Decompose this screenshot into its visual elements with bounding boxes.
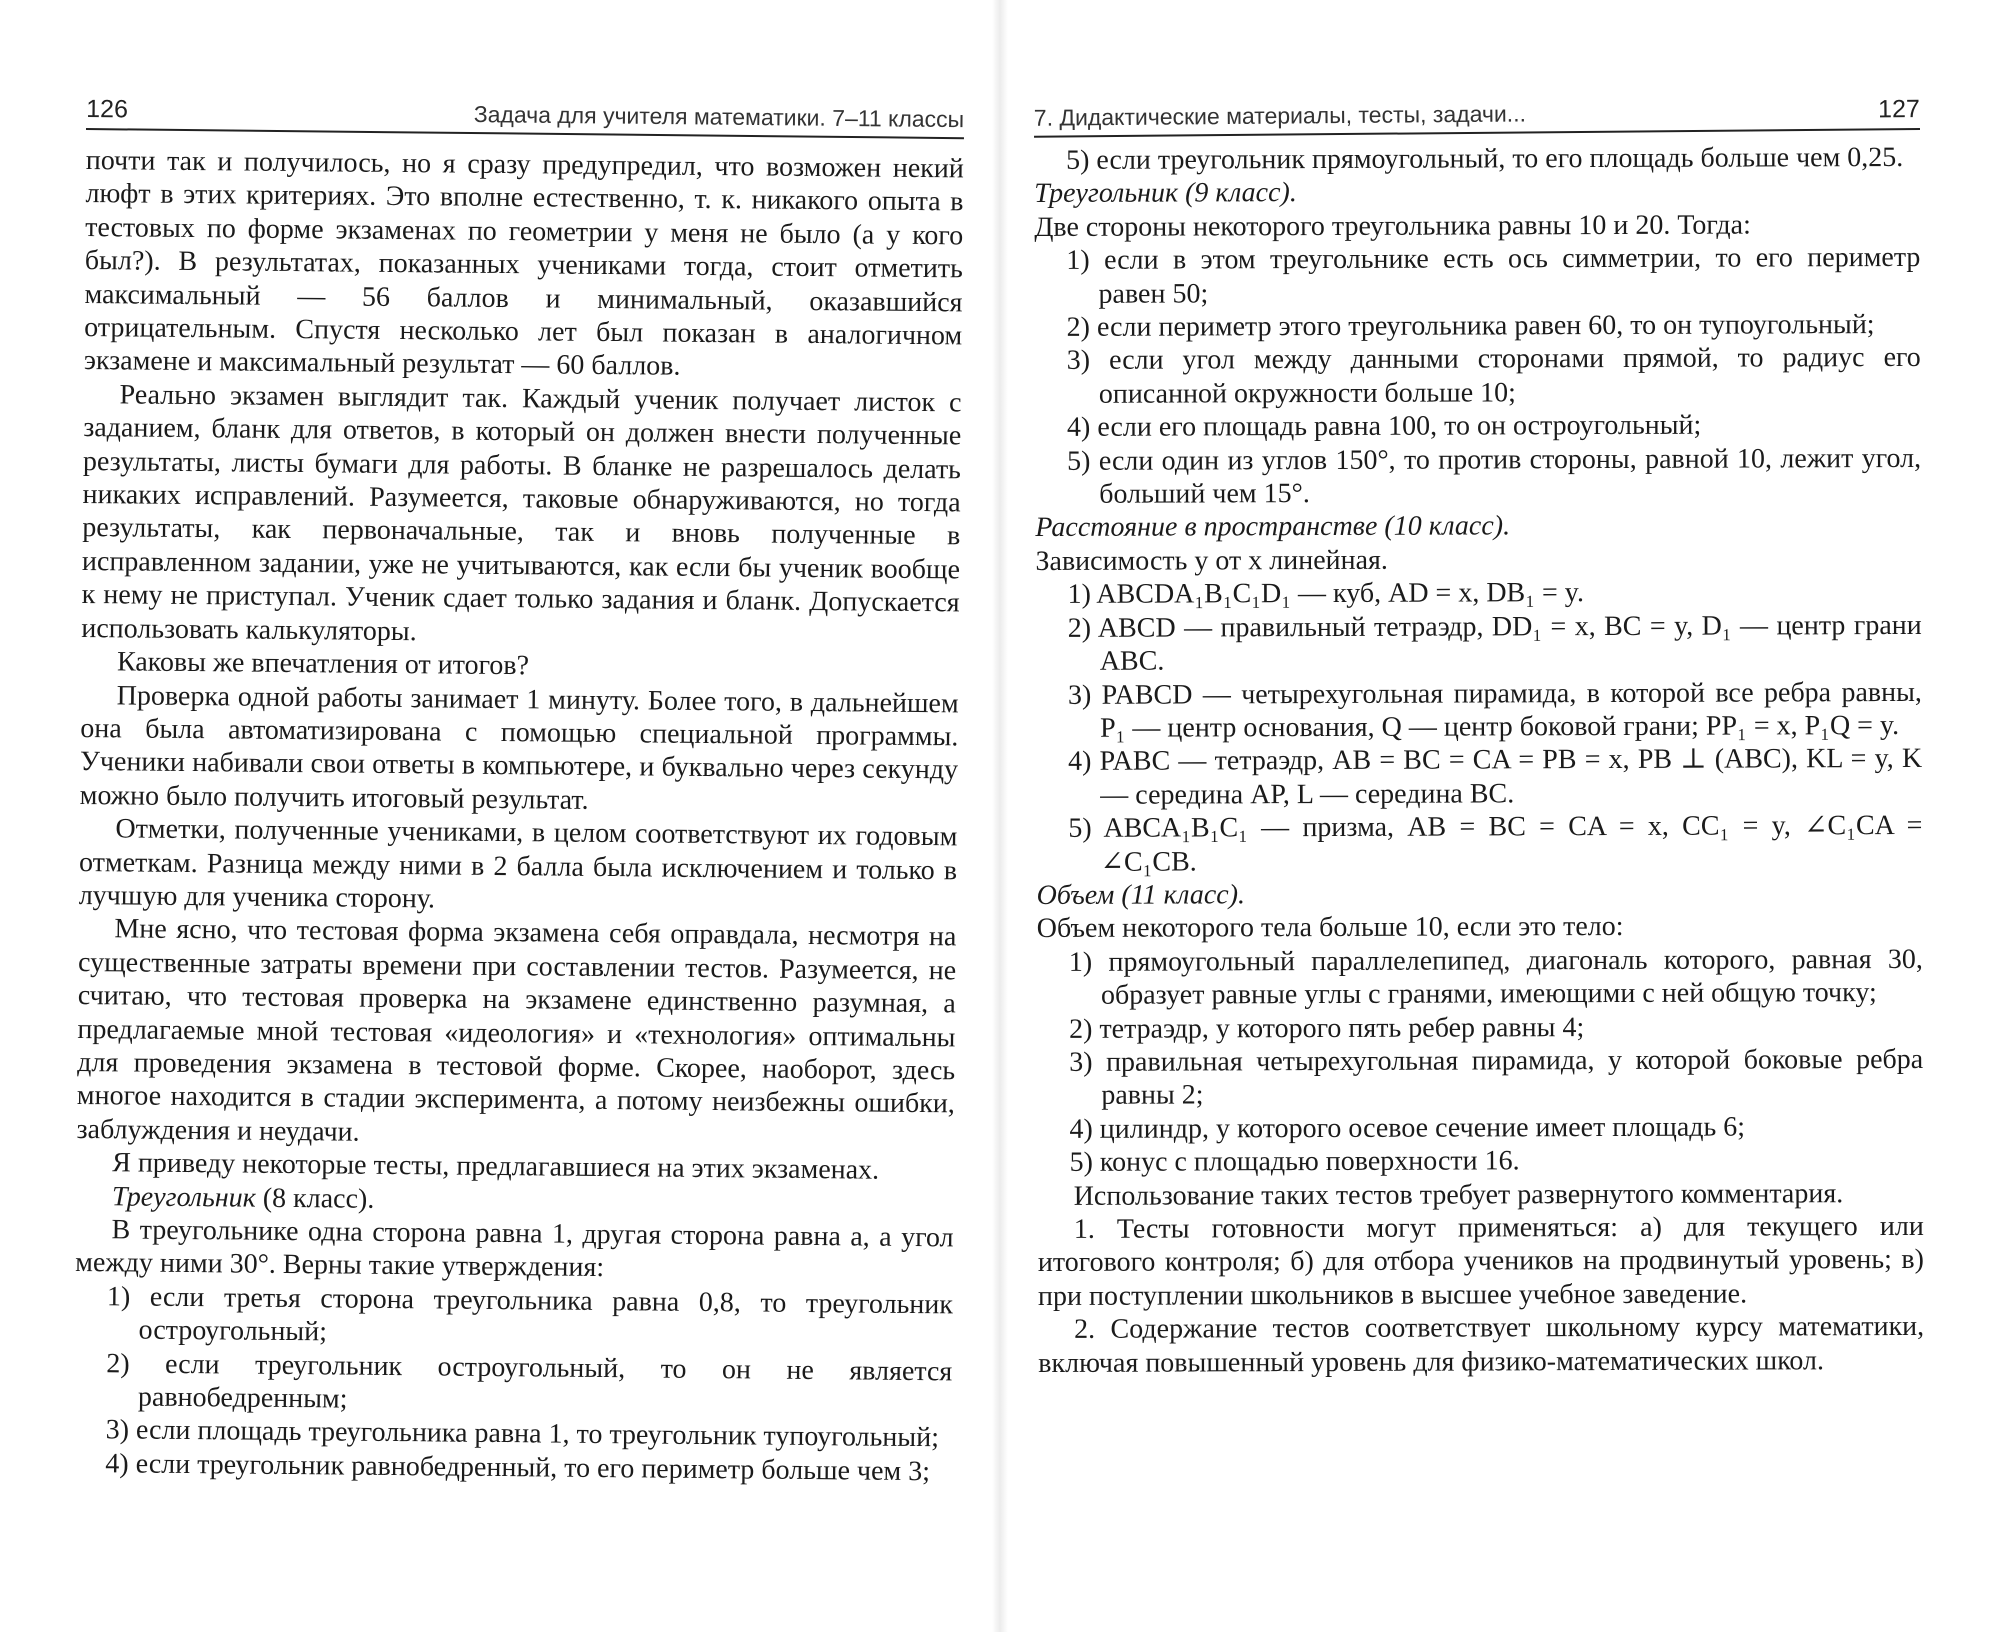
paragraph: 2. Содержание тестов соответствует школьному курсу математики, включая повышенный уровень для физико-математических школ. — [1038, 1311, 1925, 1379]
test-intro: Две стороны некоторого треугольника равны 10 и 20. Тогда: — [1034, 209, 1751, 243]
list-item: 2) тетраэдр, у которого пять ребер равны 4; — [1069, 1011, 1585, 1045]
right-running-head — [1034, 96, 1920, 138]
paragraph: Отметки, полученные учениками, в целом соответствуют их годовым отметкам. Разница между ними в 2 балла была исключением и только в лучшую для ученика сторону. — [78, 813, 958, 915]
paragraph: Проверка одной работы занимает 1 минуту. Более того, в дальнейшем она была автоматизирована с помощью специальной программы. Ученики набивали свои ответы в компьютере, и буквально через секунду можно было получить итоговый результат. — [79, 679, 959, 816]
paragraph: Каковы же впечатления от итогов? — [116, 646, 530, 682]
paragraph: Реально экзамен выглядит так. Каждый ученик получает листок с заданием, бланк для ответов, в который он должен внести полученные результаты, листы бумаги для работы. В бланке не разрешалось делать никаких исправлений. Разумеется, таковые обнаруживаются, но тогда результаты, как первоначальные, так и вновь полученные в исправленном задании, уже не учитываются, как если бы ученик вообще к нему не приступал. Ученик сдает только задания и бланк. Допускается использовать калькуляторы. — [81, 379, 962, 647]
list-item: 4) если его площадь равна 100, то он остроугольный; — [1066, 409, 1702, 444]
test-title: Треугольник — [111, 1180, 256, 1214]
test-intro: Объем некоторого тела больше 10, если это тело: — [1036, 911, 1624, 945]
list-item: 1) если в этом треугольнике есть ось симметрии, то его периметр равен 50; — [1066, 242, 1921, 310]
left-text-body — [73, 144, 964, 1489]
list-item: 3) PABCD — четырехугольная пирамида, в которой все ребра равны, P₁ — центр основания, Q — центр боковой грани; PP₁ = x, P₁Q = y. — [1067, 676, 1922, 744]
test-intro: Зависимость y от x линейная. — [1035, 544, 1388, 577]
list-item: 5) конус с площадью поверхности 16. — [1069, 1145, 1520, 1179]
test-grade: (8 класс). — [255, 1182, 375, 1215]
list-item: 1) если третья сторона треугольника равна 0,8, то треугольник остроугольный; — [106, 1281, 954, 1348]
test-title: Объем — [1036, 879, 1115, 911]
list-item: 3) если угол между данными сторонами прямой, то радиус его описанной окружности больше 10; — [1066, 342, 1921, 410]
left-running-title: Задача для учителя математики. 7–11 классы — [473, 101, 965, 133]
list-item: 4) если треугольник равнобедренный, то его периметр больше чем 3; — [105, 1448, 931, 1488]
test-title: Расстояние в пространстве — [1035, 511, 1378, 544]
list-item: 5) если треугольник прямоугольный, то его площадь больше чем 0,25. — [1066, 141, 1904, 176]
list-item: 1) прямоугольный параллелепипед, диагональ которого, равная 30, образует равные углы с гранями, имеющими с ней общую точку; — [1068, 943, 1923, 1011]
paragraph: 1. Тесты готовности могут применяться: а) для текущего или итогового контроля; б) для отбора учеников на продвинутый уровень; в) при поступлении школьников в высшее учебное заведение. — [1037, 1210, 1924, 1312]
test-title: Треугольник — [1034, 177, 1179, 210]
paragraph: Использование таких тестов требует развернутого комментария. — [1073, 1177, 1844, 1212]
list-item: 3) правильная четырехугольная пирамида, у которой боковые ребра равны 2; — [1069, 1043, 1924, 1112]
test-heading — [1035, 508, 1921, 544]
right-text-body — [1034, 141, 1924, 1380]
list-item: 5) если один из углов 150°, то против стороны, равной 10, лежит угол, больший чем 15°. — [1067, 442, 1922, 510]
test-intro: В треугольнике одна сторона равна 1, другая сторона равна a, а угол между ними 30°. Верны такие утверждения: — [75, 1214, 954, 1284]
paragraph: Мне ясно, что тестовая форма экзамена себя оправдала, несмотря на существенные затраты времени при составлении тестов. Разумеется, не считаю, что тестовая проверка на экзамене единственно разумная, а предлагаемые мной тестовая «идеология» и «технология» оптимальны для проведения экзамена в тестовой форме. Скорее, наоборот, здесь многое находится в стадии эксперимента, а потому неизбежны ошибки, заблуждения и неудачи. — [76, 913, 957, 1148]
list-item: 2) если треугольник остроугольный, то он не является равнобедренным; — [106, 1347, 953, 1415]
test-heading — [1034, 174, 1920, 210]
test-grade: (11 класс). — [1114, 879, 1246, 911]
list-item: 3) если площадь треугольника равна 1, то треугольник тупоугольный; — [105, 1414, 940, 1454]
test-grade: (9 класс). — [1178, 177, 1297, 209]
paragraph: Я приведу некоторые тесты, предлагавшиеся на этих экзаменах. — [112, 1147, 880, 1186]
right-page-number: 127 — [1877, 95, 1920, 124]
left-running-head — [86, 96, 964, 139]
right-running-title: 7. Дидактические материалы, тесты, задачи... — [1033, 100, 1527, 131]
list-item: 1) ABCDA₁B₁C₁D₁ — куб, AD = x, DB₁ = y. — [1067, 577, 1584, 611]
list-item: 4) PABC — тетраэдр, AB = BC = CA = PB = x, PB ⊥ (ABC), KL = y, K — середина AP, L — середина BC. — [1068, 743, 1923, 811]
list-item: 2) ABCD — правильный тетраэдр, DD₁ = x, BC = y, D₁ — центр грани ABC. — [1067, 609, 1922, 677]
list-item: 4) цилиндр, у которого осевое сечение имеет площадь 6; — [1069, 1111, 1746, 1145]
paragraph: почти так и получилось, но я сразу предупредил, что возможен некий люфт в этих критериях. Это вполне естественно, т. к. никакого опыта в тестовых по форме экзаменах по геометрии у меня не было (а у кого был?). В результатах, показанных учениками тогда, стоит отметить максимальный — 56 баллов и минимальный, оказавшийся отрицательным. Спустя несколько лет был показан в аналогичном экзамене и максимальный результат — 60 баллов. — [83, 144, 964, 383]
list-item: 5) ABCA₁B₁C₁ — призма, AB = BC = CA = x, CC₁ = y, ∠C₁CA = ∠C₁CB. — [1068, 810, 1923, 878]
test-grade: (10 класс). — [1377, 510, 1511, 543]
list-item: 2) если периметр этого треугольника равен 60, то он тупоугольный; — [1066, 309, 1875, 343]
test-heading — [1037, 876, 1923, 912]
right-page — [1000, 0, 2000, 1632]
left-page-number: 126 — [86, 95, 129, 124]
